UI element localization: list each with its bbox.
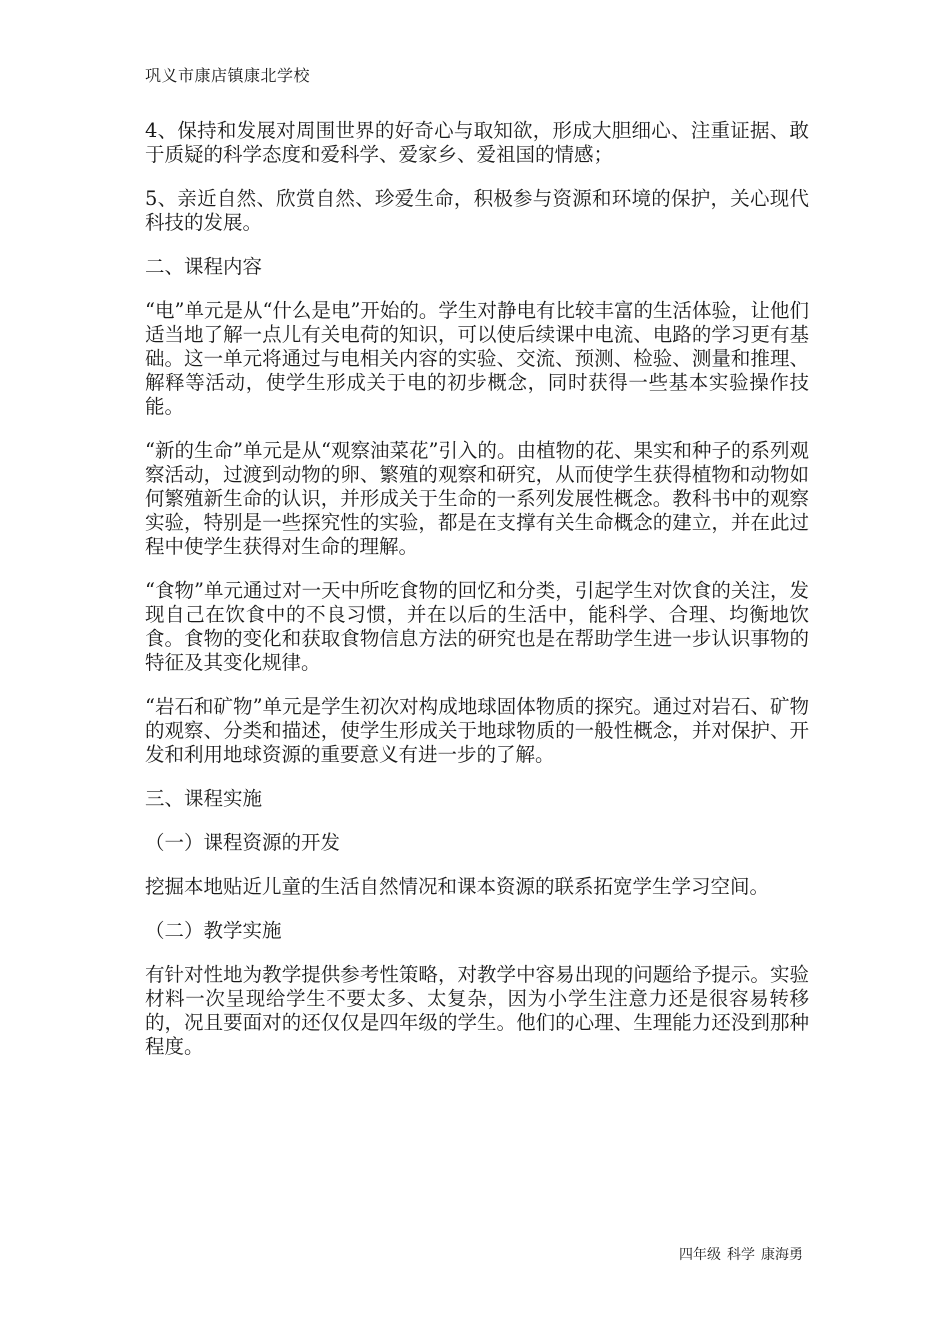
paragraph-goal-5: 5、亲近自然、欣赏自然、珍爱生命，积极参与资源和环境的保护，关心现代科技的发展。	[145, 187, 809, 234]
footer-subject: 科学	[727, 1247, 755, 1263]
footer-grade: 四年级	[679, 1247, 721, 1263]
subsection-heading-teaching-implementation: （二）教学实施	[145, 919, 282, 942]
subsection-heading-resource-development: （一）课程资源的开发	[145, 831, 341, 854]
section-heading-course-implementation: 三、课程实施	[145, 787, 263, 810]
paragraph-teaching-implementation: 有针对性地为教学提供参考性策略，对教学中容易出现的问题给予提示。实验材料一次呈现给学生不要太多、太复杂，因为小学生注意力还是很容易转移的，况且要面对的还仅仅是四年级的学生。他们的心理、生理能力还没到那种程度。	[145, 963, 809, 1058]
page-footer	[679, 1246, 803, 1264]
paragraph-resource-development: 挖掘本地贴近儿童的生活自然情况和课本资源的联系拓宽学生学习空间。	[145, 875, 770, 898]
paragraph-unit-food: “食物”单元通过对一天中所吃食物的回忆和分类，引起学生对饮食的关注，发现自己在饮食中的不良习惯，并在以后的生活中，能科学、合理、均衡地饮食。食物的变化和获取食物信息方法的研究也是在帮助学生进一步认识事物的特征及其变化规律。	[145, 579, 809, 674]
paragraph-unit-rocks-minerals: “岩石和矿物”单元是学生初次对构成地球固体物质的探究。通过对岩石、矿物的观察、分类和描述，使学生形成关于地球物质的一般性概念，并对保护、开发和利用地球资源的重要意义有进一步的了解。	[145, 695, 809, 766]
footer-author: 康海勇	[761, 1247, 803, 1263]
school-name: 巩义市康店镇康北学校	[145, 66, 311, 85]
section-heading-course-content: 二、课程内容	[145, 255, 263, 278]
paragraph-unit-new-life: “新的生命”单元是从“观察油菜花”引入的。由植物的花、果实和种子的系列观察活动，过渡到动物的卵、繁殖的观察和研究，从而使学生获得植物和动物如何繁殖新生命的认识，并形成关于生命的一系列发展性概念。教科书中的观察实验，特别是一些探究性的实验，都是在支撑有关生命概念的建立，并在此过程中使学生获得对生命的理解。	[145, 439, 809, 558]
paragraph-goal-4: 4、保持和发展对周围世界的好奇心与取知欲，形成大胆细心、注重证据、敢于质疑的科学态度和爱科学、爱家乡、爱祖国的情感；	[145, 119, 809, 166]
page-header	[145, 66, 310, 86]
paragraph-unit-electricity: “电”单元是从“什么是电”开始的。学生对静电有比较丰富的生活体验，让他们适当地了解一点儿有关电荷的知识，可以使后续课中电流、电路的学习更有基础。这一单元将通过与电相关内容的实验、交流、预测、检验、测量和推理、解释等活动，使学生形成关于电的初步概念，同时获得一些基本实验操作技能。	[145, 299, 809, 418]
document-body	[145, 119, 809, 1079]
